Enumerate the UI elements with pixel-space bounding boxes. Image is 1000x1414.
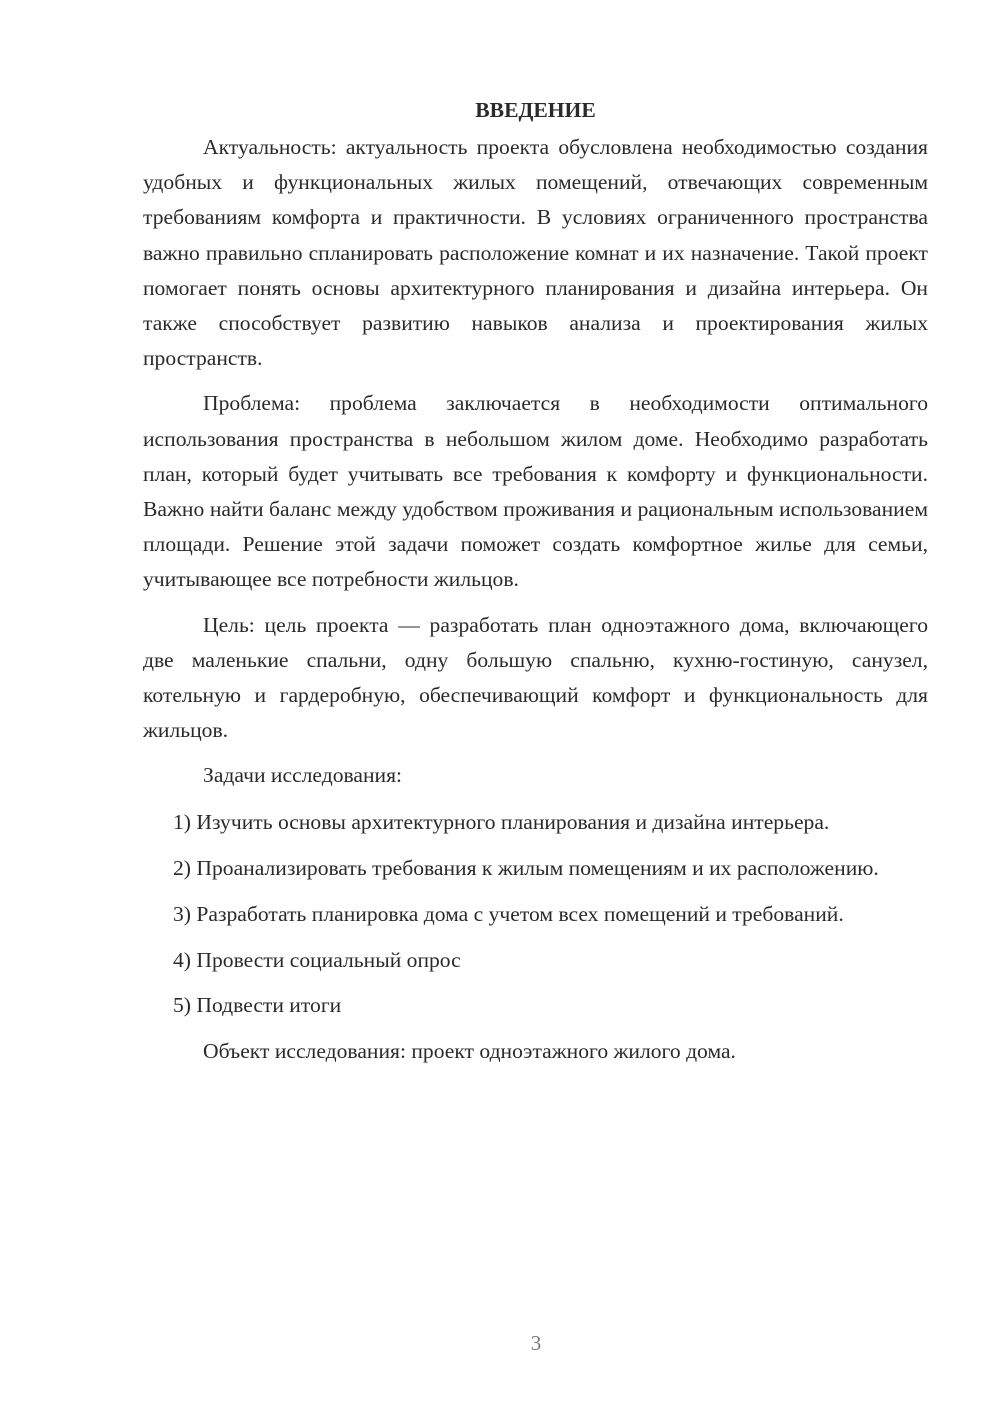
task-item: 2) Проанализировать требования к жилым помещениям и их расположению. xyxy=(173,855,879,880)
paragraph-goal: Цель: цель проекта — разработать план одноэтажного дома, включающего две маленькие спальни, одну большую спальню, кухню-гостиную, санузел, котельную и гардеробную, обеспечивающий комфорт и функциональность для жильцов. xyxy=(143,612,928,743)
research-object: Объект исследования: проект одноэтажного жилого дома. xyxy=(203,1038,736,1063)
tasks-title: Задачи исследования: xyxy=(203,763,403,788)
document-body xyxy=(143,92,928,1069)
task-item: 4) Провести социальный опрос xyxy=(173,948,461,973)
task-item: 3) Разработать планировка дома с учетом всех помещений и требований. xyxy=(173,902,844,927)
task-item: 1) Изучить основы архитектурного планирования и дизайна интерьера. xyxy=(173,809,830,834)
section-heading: ВВЕДЕНИЕ xyxy=(475,98,596,122)
paragraph-problem: Проблема: проблема заключается в необходимости оптимального использования пространства в небольшом жилом доме. Необходимо разработать план, который будет учитывать все требования к комфорту и функциональности. Важно найти баланс между удобством проживания и рациональным использованием площади. Решение этой задачи поможет создать комфортное жилье для семьи, учитывающее все потребности жильцов. xyxy=(143,391,928,592)
page-number: 3 xyxy=(530,1331,542,1355)
paragraph-relevance: Актуальность: актуальность проекта обусловлена необходимостью создания удобных и функциональных жилых помещений, отвечающих современным требованиям комфорта и практичности. В условиях ограниченного пространства важно правильно спланировать расположение комнат и их назначение. Такой проект помогает понять основы архитектурного планирования и дизайна интерьера. Он также способствует развитию навыков анализа и проектирования жилых пространств. xyxy=(143,135,928,371)
task-item: 5) Подвести итоги xyxy=(173,993,342,1018)
